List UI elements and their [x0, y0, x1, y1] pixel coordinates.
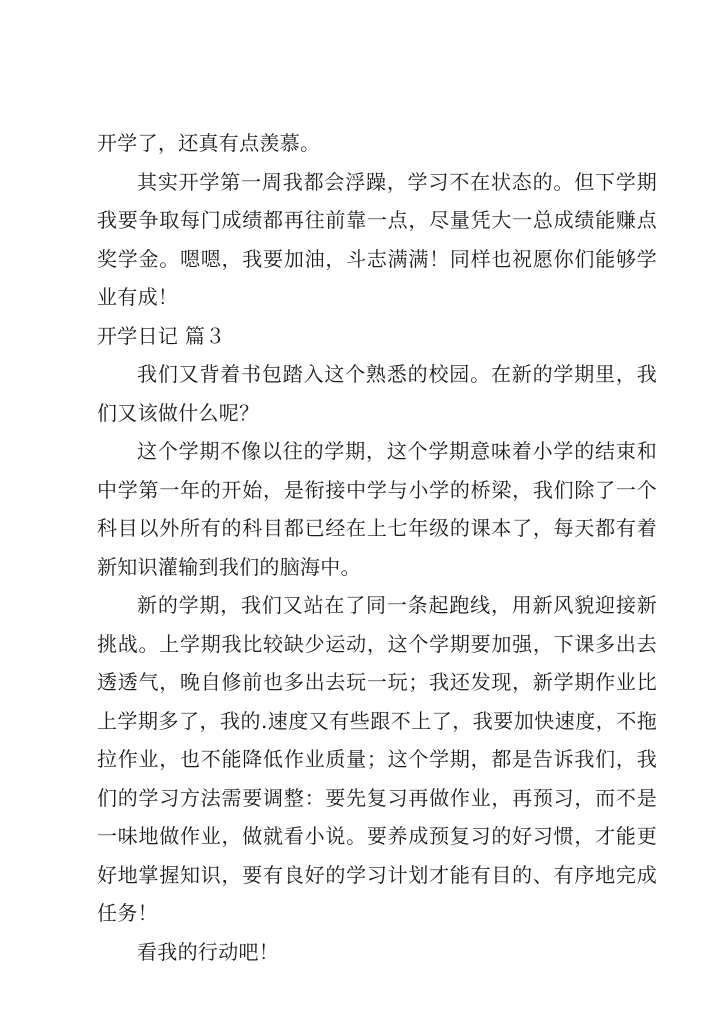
paragraph-2: 其实开学第一周我都会浮躁，学习不在状态的。但下学期我要争取每门成绩都再往前靠一点，尽量凭大一总成绩能赚点奖学金。嗯嗯，我要加油，斗志满满！同样也祝愿你们能够学业有成！: [97, 169, 657, 309]
paragraph-5: 新的学期，我们又站在了同一条起跑线，用新风貌迎接新挑战。上学期我比较缺少运动，这个学期要加强，下课多出去透透气，晚自修前也多出去玩一玩；我还发现，新学期作业比上学期多了，我的.速度又有些跟不上了，我要加快速度，不拖拉作业，也不能降低作业质量；这个学期，都是告诉我们，我们的学习方法需要调整：要先复习再做作业，再预习，而不是一味地做作业，做就看小说。要养成预复习的好习惯，才能更好地掌握知识，要有良好的学习计划才能有目的、有序地完成任务！: [97, 593, 657, 925]
section-heading: 开学日记 篇３: [97, 323, 226, 348]
paragraph-3: 我们又背着书包踏入这个熟悉的校园。在新的学期里，我们又该做什么呢？: [97, 362, 657, 425]
document-body: [97, 124, 657, 971]
paragraph-6: 看我的行动吧！: [137, 939, 280, 964]
paragraph-1: 开学了，还真有点羡慕。: [97, 131, 321, 155]
paragraph-4: 这个学期不像以往的学期，这个学期意味着小学的结束和中学第一年的开始，是衔接中学与小学的桥梁，我们除了一个科目以外所有的科目都已经在上七年级的课本了，每天都有着新知识灌输到我们的脑海中。: [97, 439, 657, 579]
